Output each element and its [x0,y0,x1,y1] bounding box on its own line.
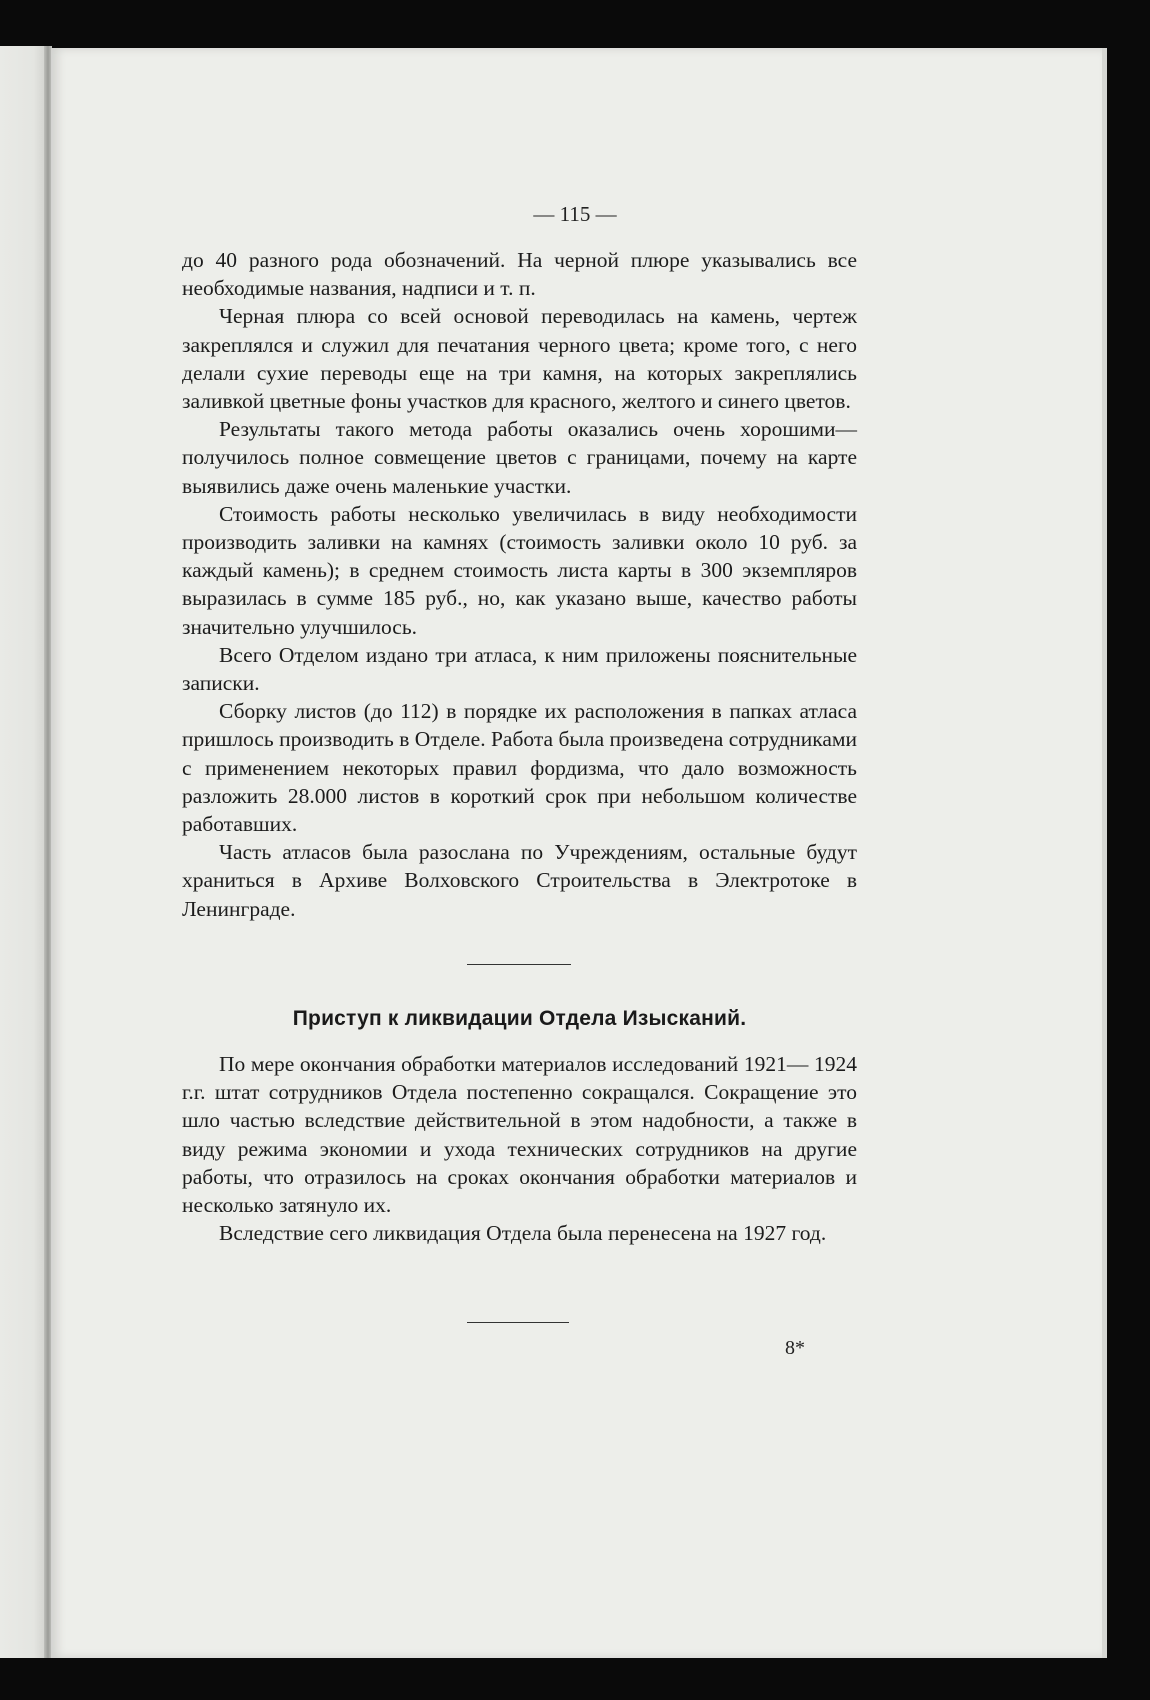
paragraph: Часть атласов была разослана по Учреждениям, остальные будут храниться в Архиве Волховского Строительства в Электротоке в Ленинграде. [182,840,857,921]
body-text-top [182,246,857,923]
paragraph: до 40 разного рода обозначений. На черной плюре указывались все необходимые названия, надписи и т. п. [182,248,857,301]
paragraph: Черная плюра со всей основой переводилась на камень, чертеж закреплялся и служил для печатания черного цвета; кроме того, с него делали сухие переводы еще на три камня, на которых закреплялись заливкой цветные фоны участков для красного, желтого и синего цветов. [182,304,857,414]
section-divider [467,964,571,965]
end-divider [467,1322,569,1323]
paragraph: По мере окончания обработки материалов исследований 1921— 1924 г.г. штат сотрудников Отдела постепенно сокращался. Сокращение это шло частью вследствие действительной в этом надобности, а также в виду режима экономии и ухода технических сотрудников на другие работы, что отразилось на сроках окончания обработки материалов и несколько затянуло их. [182,1052,857,1218]
paragraph: Результаты такого метода работы оказались очень хорошими— получилось полное совмещение цветов с границами, почему на карте выявились даже очень маленькие участки. [182,417,857,498]
left-page-edge [0,46,48,1658]
paragraph: Сборку листов (до 112) в порядке их расположения в папках атласа пришлось производить в Отделе. Работа была произведена сотрудниками с применением некоторых правил фордизма, что дало возможность разложить 28.000 листов в короткий срок при небольшом количестве работавших. [182,699,857,837]
signature-mark: 8* [785,1337,805,1359]
body-text-bottom [182,1050,857,1247]
paragraph: Вследствие сего ликвидация Отдела была перенесена на 1927 год. [219,1221,827,1246]
section-heading: Приступ к ликвидации Отдела Изысканий. [292,1007,747,1030]
page-right-edge [1102,48,1107,1658]
paragraph: Стоимость работы несколько увеличилась в виду необходимости производить заливки на камнях (стоимость заливки около 10 руб. за каждый камень); в среднем стоимость листа карты в 300 экземпляров выразилась в сумме 185 руб., но, как указано выше, качество работы значительно улучшилось. [182,501,857,639]
page-number: — 115 — [533,202,617,226]
paragraph: Всего Отделом издано три атласа, к ним приложены пояснительные записки. [182,642,857,696]
